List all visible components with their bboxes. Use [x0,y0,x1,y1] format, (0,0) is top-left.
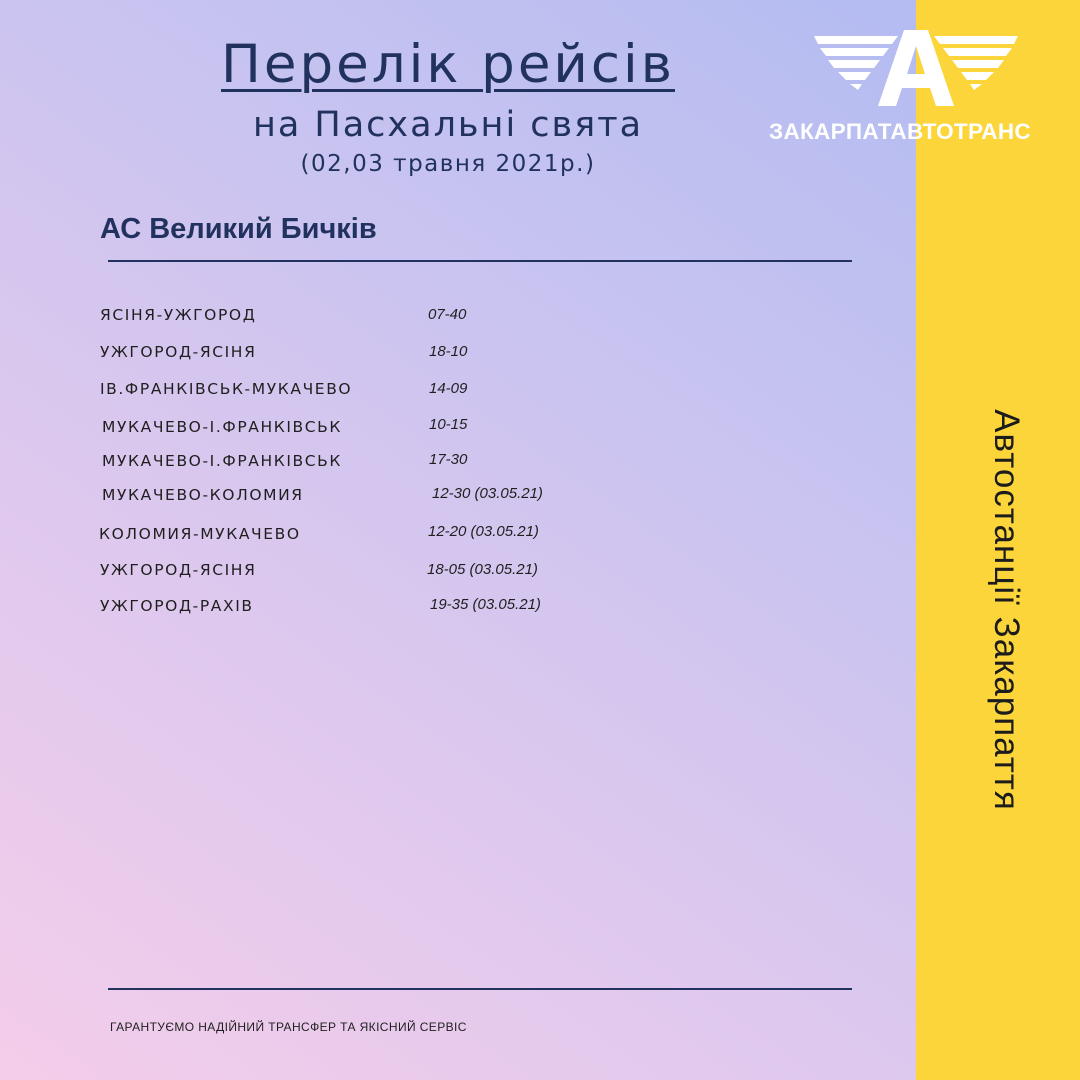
departure-time: 18-05 (03.05.21) [427,561,538,578]
route-name: УЖГОРОД-ЯСІНЯ [100,343,257,361]
route-name: УЖГОРОД-ЯСІНЯ [100,561,257,579]
departure-time: 10-15 [429,416,468,433]
route-name: МУКАЧЕВО-І.ФРАНКІВСЬК [102,418,342,436]
route-name: ЯСІНЯ-УЖГОРОД [100,306,257,324]
departure-time: 14-09 [429,380,468,397]
footer-slogan: ГАРАНТУЄМО НАДІЙНИЙ ТРАНСФЕР ТА ЯКІСНИЙ СЕРВІС [110,1020,467,1034]
date-range: (02,03 травня 2021р.) [300,151,596,177]
station-name: АС Великий Бичків [100,213,377,245]
route-name: МУКАЧЕВО-КОЛОМИЯ [102,486,304,504]
route-name: МУКАЧЕВО-І.ФРАНКІВСЬК [102,452,342,470]
route-name: УЖГОРОД-РАХІВ [100,597,254,615]
departure-time: 17-30 [429,451,468,468]
route-name: ІВ.ФРАНКІВСЬК-МУКАЧЕВО [100,380,353,398]
page-title: Перелік рейсів [221,34,675,95]
brand-name: ЗАКАРПАТАВТОТРАНС [769,119,1031,144]
departure-time: 12-30 (03.05.21) [432,485,543,502]
route-name: КОЛОМИЯ-МУКАЧЕВО [99,525,301,543]
departure-time: 19-35 (03.05.21) [430,596,541,613]
divider-bottom [108,988,852,990]
page-subtitle: на Пасхальні свята [252,105,644,145]
departure-time: 07-40 [428,306,467,323]
sidebar-caption: Автостанції Закарпаття [987,409,1026,811]
divider-top [108,260,852,262]
departure-time: 12-20 (03.05.21) [428,523,539,540]
departure-time: 18-10 [429,343,468,360]
